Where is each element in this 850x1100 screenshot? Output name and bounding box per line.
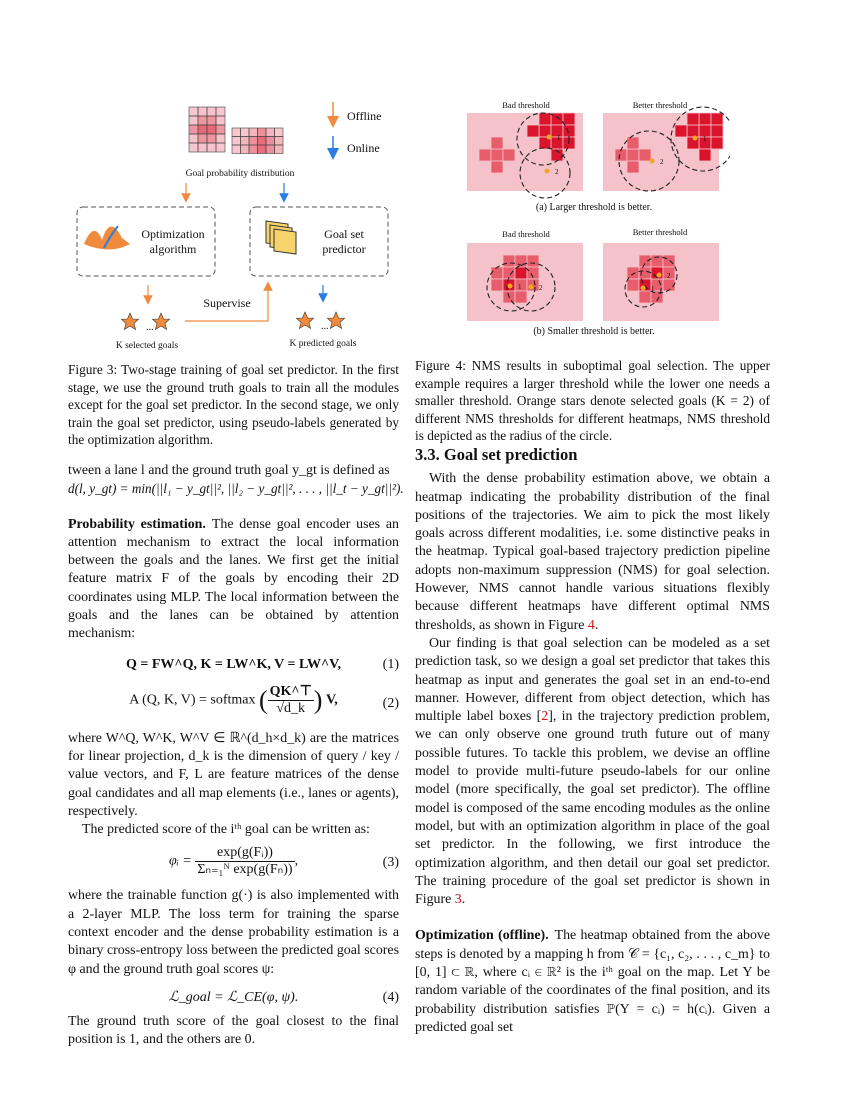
paragraph-optimization xyxy=(415,927,770,1037)
heatmap-cell xyxy=(216,134,225,143)
goal-marker: 1 xyxy=(703,135,707,143)
equation-4 xyxy=(68,989,399,1011)
run-in-heading: Probability estimation. xyxy=(68,516,206,532)
section-heading: 3.3. Goal set prediction xyxy=(415,445,578,464)
heatmap-cell xyxy=(491,161,503,173)
supervise-label: Supervise xyxy=(203,296,251,310)
k-selected-label: K selected goals xyxy=(115,341,179,351)
heatmap-cell xyxy=(515,267,527,279)
heatmap-cell xyxy=(266,145,275,154)
equation-body: φᵢ = xyxy=(168,854,192,870)
goal-marker: 1 xyxy=(651,285,655,293)
paragraph-text: ], in the trajectory prediction problem, we can only observe one ground truth future out of many possible futures. To tackle this problem, we devise an offline model to provide multi-future pseudo-labels for our online model (more specifically, the goal set predictor). The offline model is composed of the same encoding modules as the online model, but with an optimization algorithm in place of the goal set predictor. In the following, we first introduce the optimization algorithm, and then detail our goal set predictor. The training procedure of the goal set predictor is shown in Figure xyxy=(415,709,770,908)
equation-3: φᵢ = $\frac{\text{exp(g(Fᵢ))}}{\text{Σₙ₌₁ᴺ exp(g(Fₙ))}}$ , (3) xyxy=(168,845,399,878)
heatmap-cell xyxy=(249,137,258,146)
fraction-numerator: QK^⊤ xyxy=(269,683,312,699)
heatmap-cell xyxy=(675,125,687,137)
heatmap-cell xyxy=(216,116,225,125)
paragraph-text: The dense goal encoder uses an attention mechanism to extract the local information between the goals and the lanes. We first get the initial feature matrix F of the goals by encoding their 2D coordinates using MLP. The local information between the goals and the lanes can be obtained by attention mechanism: xyxy=(68,516,399,642)
paragraph: The predicted score of the iᵗʰ goal can be written as: xyxy=(82,822,370,838)
star-icon xyxy=(693,136,698,141)
heatmap-cell xyxy=(207,134,216,143)
run-in-heading: Optimization (offline). xyxy=(415,928,549,944)
heatmap-cell xyxy=(711,137,723,149)
paragraph-text: With the dense probability estimation above, we obtain a heatmap indicating the probability distribution of the final positions of the trajectories. We aim to pick the most likely goals across different modalities, i.e. some distinctive peaks in the heatmap. Typical goal-based trajectory prediction pipeline adopts non-maximum suppression (NMS) for goal selection. However, NMS cannot handle various situations flexibly because different heatmaps have different optimal NMS thresholds, as shown in Figure xyxy=(415,471,770,633)
heatmap-cell xyxy=(699,113,711,125)
heatmap-cell xyxy=(699,149,711,161)
goal-marker: 2 xyxy=(539,284,543,292)
paragraph: where W^Q, W^K, W^V ∈ ℝ^(d_h×d_k) are the matrices for linear projection, d_k is the dimension of query / key / value vectors, and F, L are feature matrices of the dense goal candidates and all map elements (i.e., lanes or agents), respectively. xyxy=(68,730,399,819)
mountain-icon xyxy=(84,226,130,250)
heatmap-cell xyxy=(687,125,699,137)
heatmap-cell xyxy=(687,113,699,125)
star-icon xyxy=(545,169,550,174)
heatmap-cell xyxy=(627,279,639,291)
star-icon xyxy=(547,135,552,140)
heatmap-cell xyxy=(639,255,651,267)
goal-marker: 1 xyxy=(518,283,522,291)
heatmap-cell xyxy=(711,125,723,137)
heatmap-cell xyxy=(207,107,216,116)
equation-body: A (Q, K, V) = softmax xyxy=(129,692,256,708)
heatmap-cell xyxy=(207,143,216,152)
fraction-denominator: √d_k xyxy=(276,700,306,716)
heatmap-cell xyxy=(627,149,639,161)
heatmap-cell xyxy=(491,279,503,291)
subcaption-a: (a) Larger threshold is better. xyxy=(535,202,653,213)
heatmap-cell xyxy=(266,128,275,137)
paragraph: tween a lane l and the ground truth goal y_gt is defined as xyxy=(68,463,390,478)
heatmap-cell xyxy=(527,255,539,267)
heatmap-cell xyxy=(503,149,515,161)
equation-body: Q = FW^Q, K = LW^K, V = LW^V, xyxy=(126,656,341,672)
optimization-label: Optimization xyxy=(141,227,205,241)
panel-title: Bad threshold xyxy=(502,229,550,239)
paragraph: where the trainable function g(·) is also implemented with a 2-layer MLP. The loss term for training the sparse context encoder and the dense probability estimation is a binary cross-entropy loss between the predicted goal scores φ and the ground truth goal scores ψ: xyxy=(68,888,399,977)
paragraph xyxy=(415,635,770,909)
heatmap-cell xyxy=(258,128,267,137)
fraction-denominator: Σₙ₌₁ᴺ exp(g(Fₙ)) xyxy=(197,862,293,878)
heatmap-cell xyxy=(275,128,284,137)
heatmap-cell xyxy=(198,134,207,143)
nms-panel-b-better xyxy=(603,243,719,321)
ellipsis: ... xyxy=(321,321,329,332)
punct: . xyxy=(461,892,466,908)
heatmap-cell xyxy=(539,113,551,125)
goal-marker: 2 xyxy=(660,158,664,166)
heatmap-label: Goal probability distribution xyxy=(185,169,295,179)
heatmap-cell xyxy=(232,128,241,137)
subcaption-b: (b) Smaller threshold is better. xyxy=(533,326,655,337)
goal-marker: 1 xyxy=(557,134,561,142)
equation-2: A (Q, K, V) = softmax ( $\frac{QK\^{}⊤}{√d\_k}$ ) V, (2) xyxy=(129,683,399,716)
heatmap-cell xyxy=(207,116,216,125)
heatmap-cell xyxy=(491,149,503,161)
star-icon xyxy=(529,285,534,290)
equation-number: (4) xyxy=(382,989,399,1005)
equation-number: (1) xyxy=(382,656,399,672)
left-column xyxy=(68,462,404,1050)
k-predicted-label: K predicted goals xyxy=(289,339,357,349)
heatmap-cell xyxy=(189,107,198,116)
star-icon xyxy=(641,286,646,291)
citation-link[interactable]: 2 xyxy=(541,709,549,725)
heatmap-cell xyxy=(639,149,651,161)
distance-equation: d(l, y_gt) = min(||l₁ − y_gt||², ||l₂ − y_gt||², . . . , ||l_t − y_gt||²). xyxy=(68,481,404,497)
heatmap-cell xyxy=(232,145,241,154)
nms-panel-a-bad xyxy=(467,113,583,198)
heatmap-cell xyxy=(189,125,198,134)
stacked-layers-icon xyxy=(266,221,296,254)
ellipsis: ... xyxy=(146,322,154,333)
heatmap-cell xyxy=(527,125,539,137)
heatmap-cell xyxy=(491,137,503,149)
heatmap-cell xyxy=(491,267,503,279)
heatmap-cell xyxy=(663,279,675,291)
heatmap-cell xyxy=(711,113,723,125)
heatmap-grid-2 xyxy=(232,128,283,154)
heatmap-cell xyxy=(563,125,575,137)
heatmap-cell xyxy=(198,143,207,152)
fraction-numerator: exp(g(Fᵢ)) xyxy=(195,845,294,862)
heatmap-cell xyxy=(216,143,225,152)
punct: . xyxy=(594,617,599,633)
heatmap-cell xyxy=(627,137,639,149)
nms-panel-b-bad xyxy=(467,243,583,321)
heatmap-cell xyxy=(216,125,225,134)
heatmap-cell xyxy=(249,128,258,137)
predictor-label: Goal set xyxy=(324,227,364,241)
heatmap-cell xyxy=(479,149,491,161)
heatmap-cell xyxy=(189,116,198,125)
figure-4-caption: Figure 4: NMS results in suboptimal goal selection. The upper example requires a larger threshold while the lower one needs a smaller threshold. Orange stars denote selected goals (K = 2) of different NMS thresholds for different heatmaps, NMS threshold is depicted as the radius of the circle. xyxy=(415,358,770,444)
optimization-label: algorithm xyxy=(149,242,197,256)
star-icon xyxy=(508,284,513,289)
heatmap-cell xyxy=(216,107,225,116)
legend-online: Online xyxy=(347,141,380,155)
equation-number: (2) xyxy=(382,695,399,711)
heatmap-cell xyxy=(241,145,250,154)
heatmap-cell xyxy=(563,113,575,125)
legend-offline: Offline xyxy=(347,109,382,123)
heatmap-cell xyxy=(198,116,207,125)
heatmap-cell xyxy=(189,134,198,143)
figure-ref-link[interactable]: 4 xyxy=(587,617,595,633)
heatmap-cell xyxy=(258,145,267,154)
heatmap-cell xyxy=(663,255,675,267)
heatmap-grid-1 xyxy=(189,107,225,152)
heatmap-cell xyxy=(249,145,258,154)
goal-marker: 2 xyxy=(667,272,671,280)
heatmap-cell xyxy=(639,291,651,303)
paragraph-text: The heatmap obtained from the above steps is denoted by a mapping h from 𝒞 = {c₁, c₂, . . . , c_m} to [0, 1] ⊂ ℝ, where cᵢ ∈ ℝ² is the iᵗʰ goal on the map. Let Y be random variable of the coordinates of the final position, and its probability distribution satisfies ℙ(Y = cᵢ) = h(cᵢ). Given a predicted goal set xyxy=(415,928,771,1035)
panel-title: Better threshold xyxy=(632,100,688,110)
equation-body: V, xyxy=(325,692,338,708)
equation-number: (3) xyxy=(382,855,399,871)
paragraph: The ground truth score of the goal closest to the final position is 1, and the others are 0. xyxy=(68,1013,399,1048)
heatmap-cell xyxy=(232,137,241,146)
figure-3-diagram xyxy=(70,90,400,355)
heatmap-cell xyxy=(503,255,515,267)
figure-4-diagram xyxy=(460,95,730,340)
goal-marker: 2 xyxy=(555,168,559,176)
paragraph xyxy=(415,470,770,635)
equation-body: ℒ_goal = ℒ_CE(φ, ψ). xyxy=(168,989,299,1005)
heatmap-cell xyxy=(241,137,250,146)
heatmap-cell xyxy=(207,125,216,134)
heatmap-cell xyxy=(515,291,527,303)
heatmap-cell xyxy=(198,125,207,134)
star-icon xyxy=(657,273,662,278)
heatmap-cell xyxy=(198,107,207,116)
heatmap-cell xyxy=(275,137,284,146)
predictor-label: predictor xyxy=(322,242,366,256)
paragraph-probability-estimation xyxy=(68,516,399,644)
panel-title: Better threshold xyxy=(632,227,688,237)
right-column xyxy=(415,446,770,1037)
heatmap-cell xyxy=(275,145,284,154)
heatmap-cell xyxy=(266,137,275,146)
panel-title: Bad threshold xyxy=(502,100,550,110)
nms-panel-a-better xyxy=(603,107,730,191)
paragraph-text: Our finding is that goal selection can be modeled as a set prediction task, so we design a goal set predictor that takes this heatmap as input and generates the goal set in an end-to-end manner. However, different from object detection, which has multiple label boxes [ xyxy=(415,635,770,725)
figure-ref-link[interactable]: 3 xyxy=(454,892,462,908)
heatmap-cell xyxy=(241,128,250,137)
heatmap-cell xyxy=(627,161,639,173)
heatmap-cell xyxy=(189,143,198,152)
star-icon xyxy=(650,159,655,164)
figure-3-caption: Figure 3: Two-stage training of goal set predictor. In the first stage, we use the ground truth goals to train all the modules except for the goal set predictor. In the second stage, we only train the goal set predictor, using pseudo-labels generated by the optimization algorithm. xyxy=(68,362,399,448)
heatmap-cell xyxy=(527,279,539,291)
equation-1 xyxy=(68,656,399,678)
heatmap-cell xyxy=(258,137,267,146)
